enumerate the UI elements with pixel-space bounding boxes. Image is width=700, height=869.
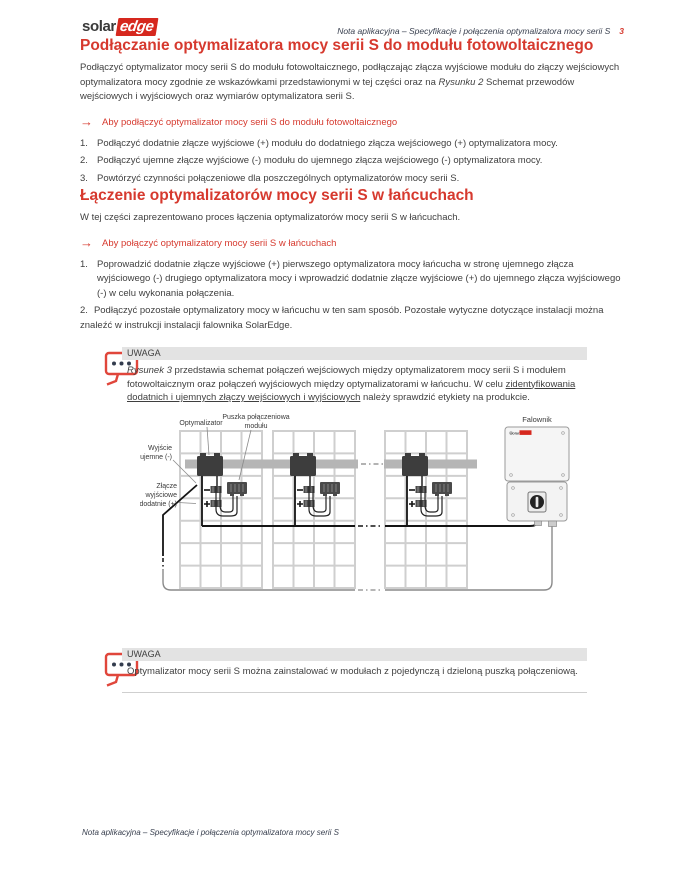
solaredge-logo <box>82 18 157 36</box>
figure-reference: Rysunek 3 <box>127 365 172 376</box>
step-number: 2. <box>80 155 88 166</box>
step-text: Powtórzyć czynności połączeniowe dla poszczególnych optymalizatorów mocy serii S. <box>97 172 460 184</box>
note-text: Optymalizator mocy serii S można zainstalować w modułach z pojedynczą i dzieloną puszką połączeniową. <box>127 665 578 677</box>
step-text: Poprowadzić dodatnie złącze wyjściowe (+) pierwszego optymalizatora mocy łańcucha w stronę ujemnego złącza wyjściowego (-) drugiego optymalizatora mocy i wprowadzić dodatnie złącze wyjściowe (+) do ujemnego złącza wyjściowego (-) w celu wykonania połączenia. <box>97 258 621 299</box>
text-segment: Podłączyć optymalizator mocy serii S do modułu fotowoltaicznego, podłączając złącza wyjściowe modułu do złączy wejściowych optymalizatora mocy zgodnie ze wskazówkami przedstawionymi w tej części oraz na <box>80 62 620 88</box>
step-number: 2. <box>80 305 88 316</box>
arrow-icon: → <box>80 113 93 129</box>
note-bubble-icon <box>80 648 122 693</box>
note-2 <box>80 648 622 693</box>
note-body <box>122 347 587 405</box>
note-text <box>122 364 587 405</box>
figure-reference: Rysunku 2 <box>438 76 484 88</box>
dc-safety-switch <box>528 492 546 512</box>
logo-solar-text: solar <box>82 18 116 35</box>
step-text: Podłączyć dodatnie złącze wyjściowe (+) modułu do dodatniego złącza wejściowego (+) optymalizatora mocy. <box>97 137 558 149</box>
negative-output-label-line2: ujemne (-) <box>140 453 172 461</box>
step-number: 3. <box>80 172 88 184</box>
positive-connector-label-line3: dodatnie (+) <box>140 500 177 508</box>
list-item <box>80 304 622 333</box>
positive-connector-label-line2: wyjściowe <box>145 491 177 499</box>
negative-output-label-line1: Wyjście <box>147 444 172 452</box>
procedure-label: Aby podłączyć optymalizator mocy serii S do modułu fotowoltaicznego <box>102 116 398 128</box>
junction-box-label-line1: Puszka połączeniowa <box>222 413 290 421</box>
list-item <box>80 258 622 302</box>
note-label: UWAGA <box>122 648 587 661</box>
junction-box-label-line2: modułu <box>244 422 268 430</box>
underlined-phrase: zidentyfikowania dodatnich i ujemnych złączy wejściowych i wyjściowych <box>127 378 576 403</box>
note-body <box>122 648 587 693</box>
section2-steps <box>80 258 622 334</box>
note-1 <box>80 347 622 405</box>
procedure-label: Aby połączyć optymalizatory mocy serii S w łańcuchach <box>102 237 337 249</box>
list-item <box>80 154 622 169</box>
text-segment: należy sprawdzić etykiety na produkcie. <box>360 392 530 403</box>
section1-steps <box>80 137 622 187</box>
inverter-connector <box>549 521 557 527</box>
page-footer: Nota aplikacyjna – Specyfikacje i połączenia optymalizatora mocy serii S <box>82 828 340 837</box>
wiring-diagram <box>140 413 622 634</box>
section1-intro <box>80 61 622 105</box>
step-number: 1. <box>80 258 88 270</box>
page-number: 3 <box>619 26 624 36</box>
logo-edge-text: edge <box>115 18 158 36</box>
text-segment: przedstawia schemat połączeń wejściowych między optymalizatorem mocy serii S i modułem fotowoltaicznym oraz połączeń wyjściowych między optymalizatorami w łańcuchu. W celu <box>127 365 566 390</box>
step-number: 1. <box>80 137 88 149</box>
section2-procedure-heading <box>80 234 622 250</box>
positive-connector-label-line1: Złącze <box>156 482 177 490</box>
page-content <box>80 36 622 693</box>
inverter-logo-edge-block <box>520 430 532 435</box>
page-header <box>82 18 624 36</box>
step-text: Podłączyć ujemne złącze wyjściowe (-) modułu do ujemnego złącza wejściowego (-) optymalizatora mocy. <box>97 155 543 166</box>
list-item <box>80 172 622 187</box>
note-label: UWAGA <box>122 347 587 360</box>
inverter-label: Falownik <box>522 414 552 424</box>
arrow-icon: → <box>80 234 93 250</box>
inverter <box>505 415 569 527</box>
section1-procedure-heading <box>80 113 622 129</box>
section2-title: Łączenie optymalizatorów mocy serii S w łańcuchach <box>80 187 474 204</box>
section1-title: Podłączanie optymalizatora mocy serii S do modułu fotowoltaicznego <box>80 37 594 54</box>
text-segment: Schemat przewodów wejściowych i wyjściowych oraz wymiarów optymalizatora serii S. <box>80 76 575 102</box>
section2-intro: W tej części zaprezentowano proces łączenia optymalizatorów mocy serii S w łańcuchach. <box>80 212 461 223</box>
inverter-logo-solar: solar <box>510 430 520 435</box>
optimizer-label: Optymalizator <box>179 419 223 427</box>
header-title-text: Nota aplikacyjna – Specyfikacje i połączenia optymalizatora mocy serii S <box>337 26 611 36</box>
note-bubble-icon <box>80 347 122 405</box>
inverter-connector <box>535 521 542 526</box>
list-item <box>80 137 622 152</box>
header-doc-title <box>337 26 624 36</box>
step-text: Podłączyć pozostałe optymalizatory mocy w łańcuchu w ten sam sposób. Pozostałe wytyczne dotyczące instalacji można znaleźć w instrukcji instalacji falownika SolarEdge. <box>80 305 604 331</box>
